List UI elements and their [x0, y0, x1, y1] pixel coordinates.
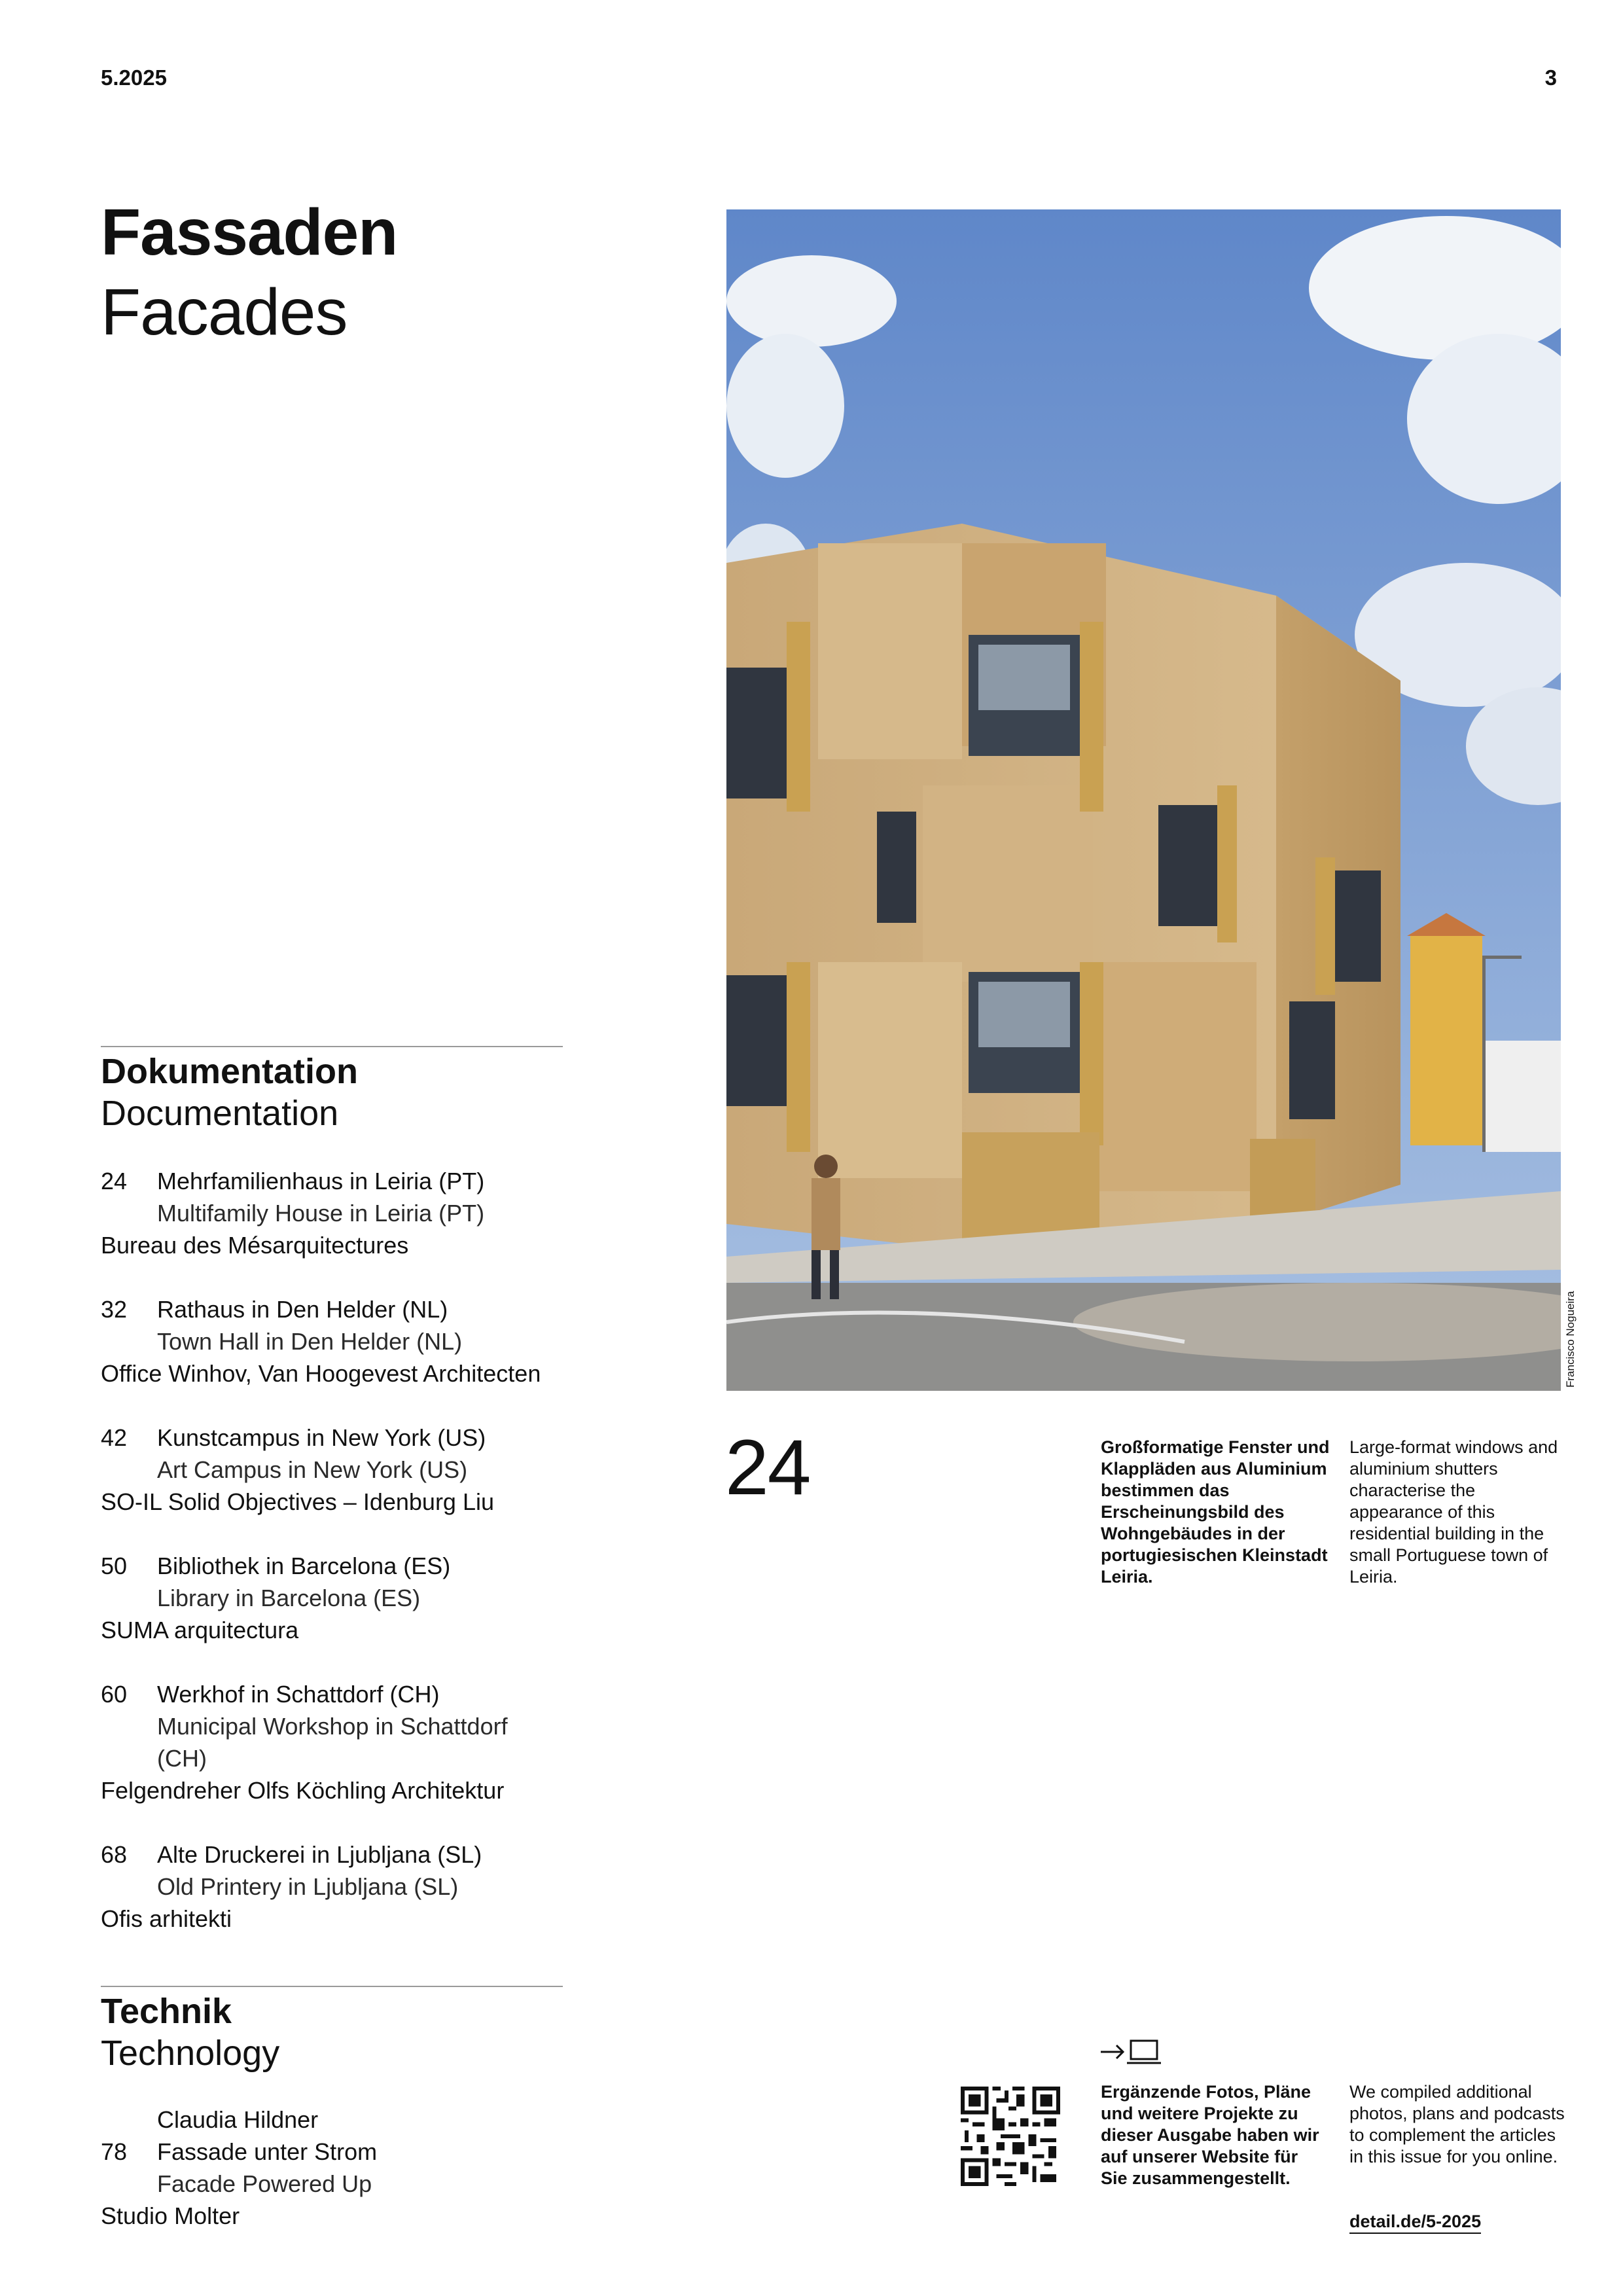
entry-title-de: Kunstcampus in New York (US)	[157, 1424, 486, 1451]
page-title-de: Fassaden	[101, 196, 398, 269]
entry-architect: Felgendreher Olfs Köchling Architektur	[101, 1777, 505, 1804]
section-heading-technology-de: Technik	[101, 1992, 232, 2031]
section-heading-documentation-de: Dokumentation	[101, 1052, 359, 1091]
entry-architect: Studio Molter	[101, 2202, 240, 2229]
website-link[interactable]: detail.de/5-2025	[1349, 2211, 1481, 2234]
toc-entry[interactable]	[101, 1422, 572, 1518]
entry-page: 42	[101, 1424, 128, 1451]
toc-entry[interactable]	[101, 2104, 572, 2232]
section-divider	[101, 1986, 563, 1987]
entry-architect: Ofis arhitekti	[101, 1905, 232, 1932]
entry-page: 60	[101, 1681, 128, 1708]
building-photo	[726, 209, 1561, 1391]
entry-title-de: Werkhof in Schattdorf (CH)	[157, 1681, 440, 1708]
entry-architect: SUMA arquitectura	[101, 1617, 299, 1643]
qr-code[interactable]	[961, 2087, 1060, 2186]
entry-page: 78	[101, 2138, 128, 2165]
entry-title-en: Municipal Workshop in Schattdorf (CH)	[157, 1713, 508, 1772]
entry-title-en: Art Campus in New York (US)	[157, 1456, 468, 1483]
website-text-de: Ergänzende Fotos, Pläne und weitere Projekte zu dieser Ausgabe haben wir auf unserer Website für Sie zusammengestellt.	[1101, 2082, 1319, 2188]
toc-entry[interactable]	[101, 1839, 572, 1935]
website-text-en: We compiled additional photos, plans and podcasts to complement the articles in this issue for you online.	[1349, 2082, 1565, 2166]
entry-title-en: Library in Barcelona (ES)	[157, 1585, 421, 1611]
documentation-list	[101, 1165, 572, 1967]
arrow-laptop-icon	[1099, 2037, 1165, 2067]
entry-title-en: Town Hall in Den Helder (NL)	[157, 1328, 463, 1355]
toc-entry[interactable]	[101, 1678, 572, 1806]
entry-architect: Bureau des Mésarquitectures	[101, 1232, 409, 1259]
entry-page: 32	[101, 1296, 128, 1323]
toc-entry[interactable]	[101, 1165, 572, 1261]
feature-page-number[interactable]: 24	[725, 1424, 810, 1511]
entry-page: 68	[101, 1841, 128, 1868]
entry-title-de: Rathaus in Den Helder (NL)	[157, 1296, 448, 1323]
entry-title-en: Multifamily House in Leiria (PT)	[157, 1200, 485, 1227]
section-heading-documentation-en: Documentation	[101, 1094, 339, 1133]
entry-title-en: Old Printery in Ljubljana (SL)	[157, 1873, 459, 1900]
entry-architect: Office Winhov, Van Hoogevest Architecten	[101, 1360, 541, 1387]
entry-title-en: Facade Powered Up	[157, 2170, 372, 2197]
caption-de: Großformatige Fenster und Klappläden aus Aluminium bestimmen das Erscheinungsbild des Wohngebäudes in der portugiesischen Kleinstadt Leiria.	[1101, 1437, 1330, 1587]
entry-title-de: Fassade unter Strom	[157, 2138, 378, 2165]
issue-date: 5.2025	[101, 65, 167, 90]
toc-entry[interactable]	[101, 1550, 572, 1646]
entry-page: 50	[101, 1552, 128, 1579]
entry-page: 24	[101, 1168, 128, 1194]
technology-list	[101, 2104, 572, 2264]
toc-entry[interactable]	[101, 1293, 572, 1390]
photo-credit: Francisco Nogueira	[1564, 1291, 1577, 1388]
entry-title-de: Alte Druckerei in Ljubljana (SL)	[157, 1841, 482, 1868]
page-title-en: Facades	[101, 276, 348, 349]
entry-title-de: Mehrfamilienhaus in Leiria (PT)	[157, 1168, 485, 1194]
entry-architect: SO-IL Solid Objectives – Idenburg Liu	[101, 1488, 494, 1515]
caption-en: Large-format windows and aluminium shutters characterise the appearance of this residential building in the small Portuguese town of Leiria.	[1349, 1437, 1558, 1587]
page-number: 3	[1544, 65, 1557, 90]
entry-author: Claudia Hildner	[157, 2106, 319, 2133]
entry-title-de: Bibliothek in Barcelona (ES)	[157, 1552, 451, 1579]
section-heading-technology-en: Technology	[101, 2034, 280, 2073]
section-divider	[101, 1046, 563, 1047]
